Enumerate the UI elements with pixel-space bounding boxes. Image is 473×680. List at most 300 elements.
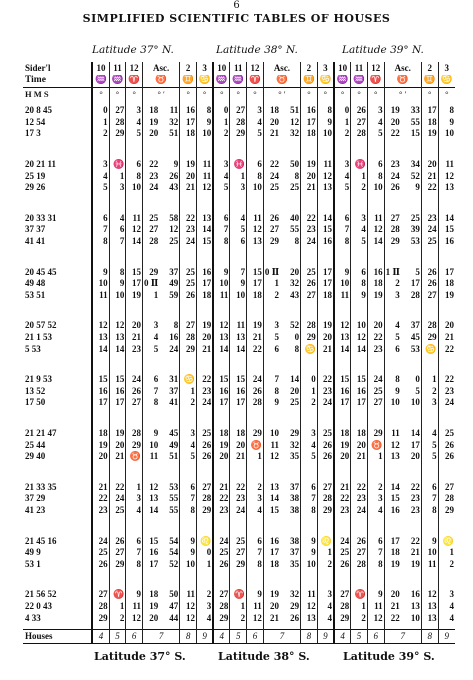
house-value-cell: 25 [263,182,280,194]
spacer-cell [143,247,160,266]
spacer-cell [213,516,230,535]
spacer-cell [317,140,334,159]
spacer-cell [351,194,368,213]
house-value-cell: 12 [126,224,143,236]
house-value-cell: 21 [230,451,247,463]
spacer-cell [334,409,351,428]
house-value-cell: 21 [92,481,109,493]
house-value-cell: 5 [421,451,438,463]
hms-label: H M S [23,88,92,101]
house-value-cell: 24 [169,343,179,354]
house-value-cell: 38 [290,535,300,546]
house-value-cell: 17 [247,278,264,290]
house-value-cell: 26 [197,439,214,451]
house-value-cell: 24 [109,493,126,505]
sidereal-time-cell: 37 29 [25,493,46,504]
house-value-cell: 4 [421,428,438,440]
spacer-cell [351,247,368,266]
house-value-cell: 14 [263,493,280,505]
table-row [23,105,455,117]
house-value-cell: 12 [92,320,109,332]
house-value-cell: 10 [334,278,351,290]
house-value-cell: 17 [410,439,420,450]
house-value-cell: 28 [143,236,160,248]
house-value-cell: 28 [126,428,143,440]
house-value-cell: 27 [351,117,368,129]
house-value-cell: 24 [180,236,197,248]
house-value-cell: 1 [334,117,351,129]
house-value-cell: 1 [109,170,126,182]
house-value-cell: ♌ [197,535,214,547]
table-body [23,62,455,643]
house-value-cell: 18 [263,558,280,570]
spacer-cell [126,355,143,374]
house-value-cell: 4 [126,117,143,129]
house-value-cell: 21 [197,343,214,355]
house-value-cell: 18 [351,428,368,440]
house-value-cell: 12 [263,451,280,463]
spacer-cell [263,140,280,159]
spacer-cell [421,355,438,374]
house-value-cell: 6 [247,159,264,171]
house-value-cell: 29 [180,343,197,355]
column-header-cell: 10 [213,62,230,75]
house-value-cell: 22 [263,159,280,171]
house-value-cell: ♉ [367,439,384,451]
spacer-cell [197,355,214,374]
spacer-cell [421,194,438,213]
house-value-cell: 13 [109,332,126,344]
house-value-cell: 14 [334,343,351,355]
house-value-cell: 20 [290,266,300,277]
house-value-cell: 5 [415,385,420,396]
footer-house-cell: 7 [143,629,180,643]
group-spacer [23,462,455,481]
house-value-cell: 11 [213,290,230,302]
house-value-cell: 20 [180,170,197,182]
house-value-cell: 3 [230,182,247,194]
house-value-cell: 2 [301,397,318,409]
house-value-cell: 15 [263,505,280,517]
house-value-cell: 23 [410,504,420,515]
house-value-cell: 19 [384,558,401,570]
house-value-cell: 0 [334,105,351,117]
house-value-cell: 8 [143,397,160,409]
spacer-cell [197,516,214,535]
house-value-cell: 28 [384,224,401,236]
house-value-cell: 29 [263,236,280,248]
house-value-cell: 5 [213,182,230,194]
house-value-cell: 22 [410,481,420,492]
house-value-cell: 21 [109,451,126,463]
spacer-cell [263,570,280,589]
house-value-cell: 13 [421,612,438,624]
house-value-cell: 23 [180,224,197,236]
house-value-cell: 53 [169,481,179,492]
house-value-cell: 0 [294,332,300,343]
house-value-cell: 11 [247,213,264,225]
spacer-cell [280,409,301,428]
house-value-cell: 11 [334,290,351,302]
house-value-cell: 12 [421,589,438,601]
house-value-cell: 10 [109,290,126,302]
spacer-cell [351,570,368,589]
sidereal-time-cell: 13 52 [25,385,46,396]
house-value-cell: 2 [334,128,351,140]
spacer-cell [230,409,247,428]
house-value-cell: 10 [351,320,368,332]
house-value-cell: 52 [290,320,300,331]
table-row [23,224,455,236]
spacer-cell [23,140,92,159]
house-value-cell: 8 [92,236,109,248]
degree-header-cell: ° [180,88,197,101]
house-value-cell: 22 [334,493,351,505]
spacer-cell [334,194,351,213]
house-value-cell: 9 [247,589,264,601]
house-value-cell: 26 [109,535,126,547]
house-value-cell: 1 [230,170,247,182]
house-value-cell: 29 [438,505,455,517]
house-value-cell: 12 [126,612,143,624]
house-value-cell: 23 [126,343,143,355]
spacer-cell [230,570,247,589]
house-value-cell: 17 [351,397,368,409]
house-value-cell: 4 [126,505,143,517]
house-value-cell: 20 [410,451,420,462]
house-value-cell: 2 [351,182,368,194]
house-value-cell: 23 [143,170,160,182]
spacer-cell [367,409,384,428]
table-row [23,451,455,463]
house-value-cell: 43 [169,182,179,193]
house-value-cell: 18 [438,278,455,290]
house-value-cell: 15 [384,493,401,505]
house-value-cell: 0 Ⅱ [144,278,159,289]
house-value-cell: 23 [438,386,455,398]
house-value-cell: 28 [334,601,351,613]
house-value-cell: 4 [334,170,351,182]
house-value-cell: 38 [290,493,300,504]
house-value-cell: 8 [367,558,384,570]
house-value-cell: 8 [438,105,455,117]
house-value-cell: 29 [92,612,109,624]
house-value-cell: 11 [317,159,334,171]
sider-label: Sider'l [25,63,51,73]
house-value-cell: 8 [126,558,143,570]
group-spacer [23,247,455,266]
house-value-cell: 5 [421,439,438,451]
house-value-cell: 9 [143,428,160,440]
spacer-cell [197,570,214,589]
sidereal-time-cell: 21 56 52 [25,589,57,600]
house-value-cell: 45 [410,332,420,343]
house-value-cell: 8 [294,236,300,247]
sign-header-cell: ♒ [230,75,247,88]
house-value-cell: 16 [438,236,455,248]
house-value-cell: ♈ [351,589,368,601]
house-value-cell: 19 [247,320,264,332]
house-value-cell: 11 [367,213,384,225]
footer-house-cell: 9 [197,629,214,643]
house-value-cell: 39 [410,224,420,235]
house-value-cell: 16 [213,386,230,398]
house-value-cell: 15 [334,374,351,386]
house-value-cell: 58 [169,212,179,223]
house-value-cell: 21 [247,332,264,344]
table-row [23,505,455,517]
sidereal-time-cell: 49 9 [25,547,41,558]
spacer-cell [213,194,230,213]
group-spacer [23,409,455,428]
house-value-cell: 5 [367,128,384,140]
house-value-cell: 22 [421,182,438,194]
sign-header-cell: ♒ [109,75,126,88]
house-value-cell: 7 [301,493,318,505]
house-value-cell: 25 [421,236,438,248]
latitude-37-north: Latitude 37° N. [92,44,174,56]
spacer-cell [401,194,422,213]
house-value-cell: 22 [384,612,401,624]
house-value-cell: 29 [317,505,334,517]
house-value-cell: 9 [109,278,126,290]
house-value-cell: 25 [317,428,334,440]
column-header-row [23,62,455,75]
house-value-cell: 8 [301,505,318,517]
house-value-cell: 8 [351,278,368,290]
spacer-cell [143,516,160,535]
house-value-cell: 14 [109,343,126,355]
house-value-cell: 13 [197,213,214,225]
house-value-cell: 13 [438,182,455,194]
house-value-cell: 27 [301,290,318,302]
sidereal-time-cell: 20 57 52 [25,320,57,331]
house-value-cell: ♋ [180,374,197,386]
house-value-cell: 55 [290,224,300,235]
table-row [23,278,455,290]
sidereal-time-cell: 22 0 43 [25,600,52,611]
spacer-cell [180,570,197,589]
house-value-cell: 13 [247,236,264,248]
house-value-cell: 1 [263,278,280,290]
house-value-cell: 12 [169,224,179,235]
house-value-cell: 28 [92,601,109,613]
spacer-cell [180,140,197,159]
house-value-cell: 27 [263,224,280,236]
house-value-cell: 27 [367,397,384,409]
house-value-cell: 20 [367,320,384,332]
spacer-cell [213,355,230,374]
spacer-cell [401,247,422,266]
house-value-cell: 19 [197,320,214,332]
house-value-cell: 7 [230,266,247,278]
house-value-cell: 16 [301,105,318,117]
spacer-cell [126,409,143,428]
spacer-cell [367,355,384,374]
house-value-cell: 17 [317,278,334,290]
house-value-cell: 24 [197,397,214,409]
house-value-cell: 22 [438,374,455,386]
spacer-cell [401,355,422,374]
spacer-cell [126,247,143,266]
house-value-cell: 16 [351,386,368,398]
house-value-cell: 6 [213,213,230,225]
sign-header-cell: ♒ [92,75,109,88]
house-value-cell: 14 [410,427,420,438]
spacer-cell [384,194,401,213]
house-value-cell: 21 [438,332,455,344]
house-value-cell: 19 [143,601,160,613]
sidereal-time-cell: 20 33 31 [25,212,57,223]
house-value-cell: 45 [169,427,179,438]
house-value-cell: 15 [438,224,455,236]
sign-header-row [23,75,455,88]
spacer-cell [301,194,318,213]
house-value-cell: 55 [410,116,420,127]
house-value-cell: 24 [384,170,401,182]
house-value-cell: 12 [334,320,351,332]
column-header-cell: Asc. [143,62,180,75]
house-value-cell: 29 [421,332,438,344]
degree-header-cell: ° [92,88,109,101]
spacer-cell [334,516,351,535]
house-value-cell: 3 [351,213,368,225]
house-value-cell: 19 [384,105,401,117]
house-value-cell: 11 [301,589,318,601]
spacer-cell [280,194,301,213]
house-value-cell: 11 [367,601,384,613]
house-value-cell: 35 [290,558,300,569]
house-value-cell: 28 [247,397,264,409]
spacer-cell [109,247,126,266]
house-value-cell: 19 [410,558,420,569]
house-value-cell: 27 [438,481,455,493]
house-value-cell: 1 [301,386,318,398]
column-header-cell: 12 [247,62,264,75]
house-value-cell: 10 [143,439,160,451]
house-value-cell: 20 [143,128,160,140]
house-value-cell: 0 [213,105,230,117]
house-value-cell: 9 [197,117,214,129]
house-value-cell: 8 [197,105,214,117]
house-value-cell: 14 [92,343,109,355]
house-value-cell: 37 [290,481,300,492]
house-value-cell: 10 [301,558,318,570]
table-row [23,547,455,559]
house-value-cell: 32 [290,278,300,289]
column-header-cell: 3 [197,62,214,75]
sign-header-cell: ♊ [180,75,197,88]
spacer-cell [109,355,126,374]
house-value-cell: 13 [143,493,160,505]
sidereal-time-cell: 25 44 [25,439,46,450]
house-value-cell: 16 [334,386,351,398]
house-value-cell: 26 [351,535,368,547]
spacer-cell [247,247,264,266]
house-value-cell: 0 [301,374,318,386]
spacer-cell [180,194,197,213]
house-value-cell: 9 [421,535,438,547]
house-value-cell: 1 [126,481,143,493]
spacer-cell [301,247,318,266]
spacer-cell [280,247,301,266]
spacer-cell [317,355,334,374]
house-value-cell: 29 [109,558,126,570]
spacer-cell [143,140,160,159]
house-value-cell: 2 [367,481,384,493]
house-value-cell: 38 [290,504,300,515]
house-value-cell: 18 [180,128,197,140]
spacer-cell [401,140,422,159]
house-value-cell: 6 [230,236,247,248]
house-value-cell: 26 [384,182,401,194]
house-value-cell: 29 [367,428,384,440]
footer-house-cell: 7 [263,629,300,643]
sidereal-time-cell: 20 8 45 [25,105,52,116]
house-value-cell: 4 [247,117,264,129]
spacer-cell [109,516,126,535]
spacer-cell [334,247,351,266]
house-value-cell: 37 [410,320,420,331]
spacer-cell [367,247,384,266]
house-value-cell: 6 [143,374,160,386]
house-value-cell: 12 [180,601,197,613]
house-value-cell: 10 [126,182,143,194]
footer-house-cell: 6 [247,629,264,643]
degree-header-cell: ° [247,88,264,101]
house-value-cell: 10 [180,558,197,570]
house-value-cell: 25 [410,212,420,223]
house-value-cell: 4 [438,612,455,624]
spacer-cell [92,570,109,589]
house-value-cell: 24 [334,535,351,547]
house-value-cell: 24 [126,374,143,386]
spacer-cell [109,194,126,213]
house-value-cell: 26 [438,451,455,463]
house-value-cell: 10 [317,128,334,140]
house-value-cell: 12 [197,182,214,194]
column-header-cell: 3 [438,62,455,75]
house-value-cell: 37 [290,547,300,558]
spacer-cell [92,301,109,320]
house-value-cell: 14 [126,236,143,248]
house-value-cell: 28 [351,128,368,140]
house-value-cell: 24 [351,505,368,517]
sign-header-cell: ♋ [438,75,455,88]
house-value-cell: 18 [143,105,160,117]
spacer-cell [92,516,109,535]
sign-header-cell: ♉ [143,75,180,88]
footer-house-cell: 6 [367,629,384,643]
house-value-cell: 9 [92,266,109,278]
sign-header-cell: ♊ [421,75,438,88]
house-value-cell: 17 [263,547,280,559]
house-value-cell: 26 [92,558,109,570]
sidereal-time-cell: 21 9 53 [25,374,52,385]
spacer-cell [126,516,143,535]
house-value-cell: 22 [438,343,455,355]
house-value-cell: 14 [317,213,334,225]
house-value-cell: 27 [230,547,247,559]
spacer-cell [367,301,384,320]
house-value-cell: 2 [180,397,197,409]
spacer-cell [421,462,438,481]
house-value-cell: 8 [294,170,300,181]
house-value-cell: 17 [109,397,126,409]
house-value-cell: 27 [143,224,160,236]
spacer-cell [263,194,280,213]
group-spacer [23,301,455,320]
